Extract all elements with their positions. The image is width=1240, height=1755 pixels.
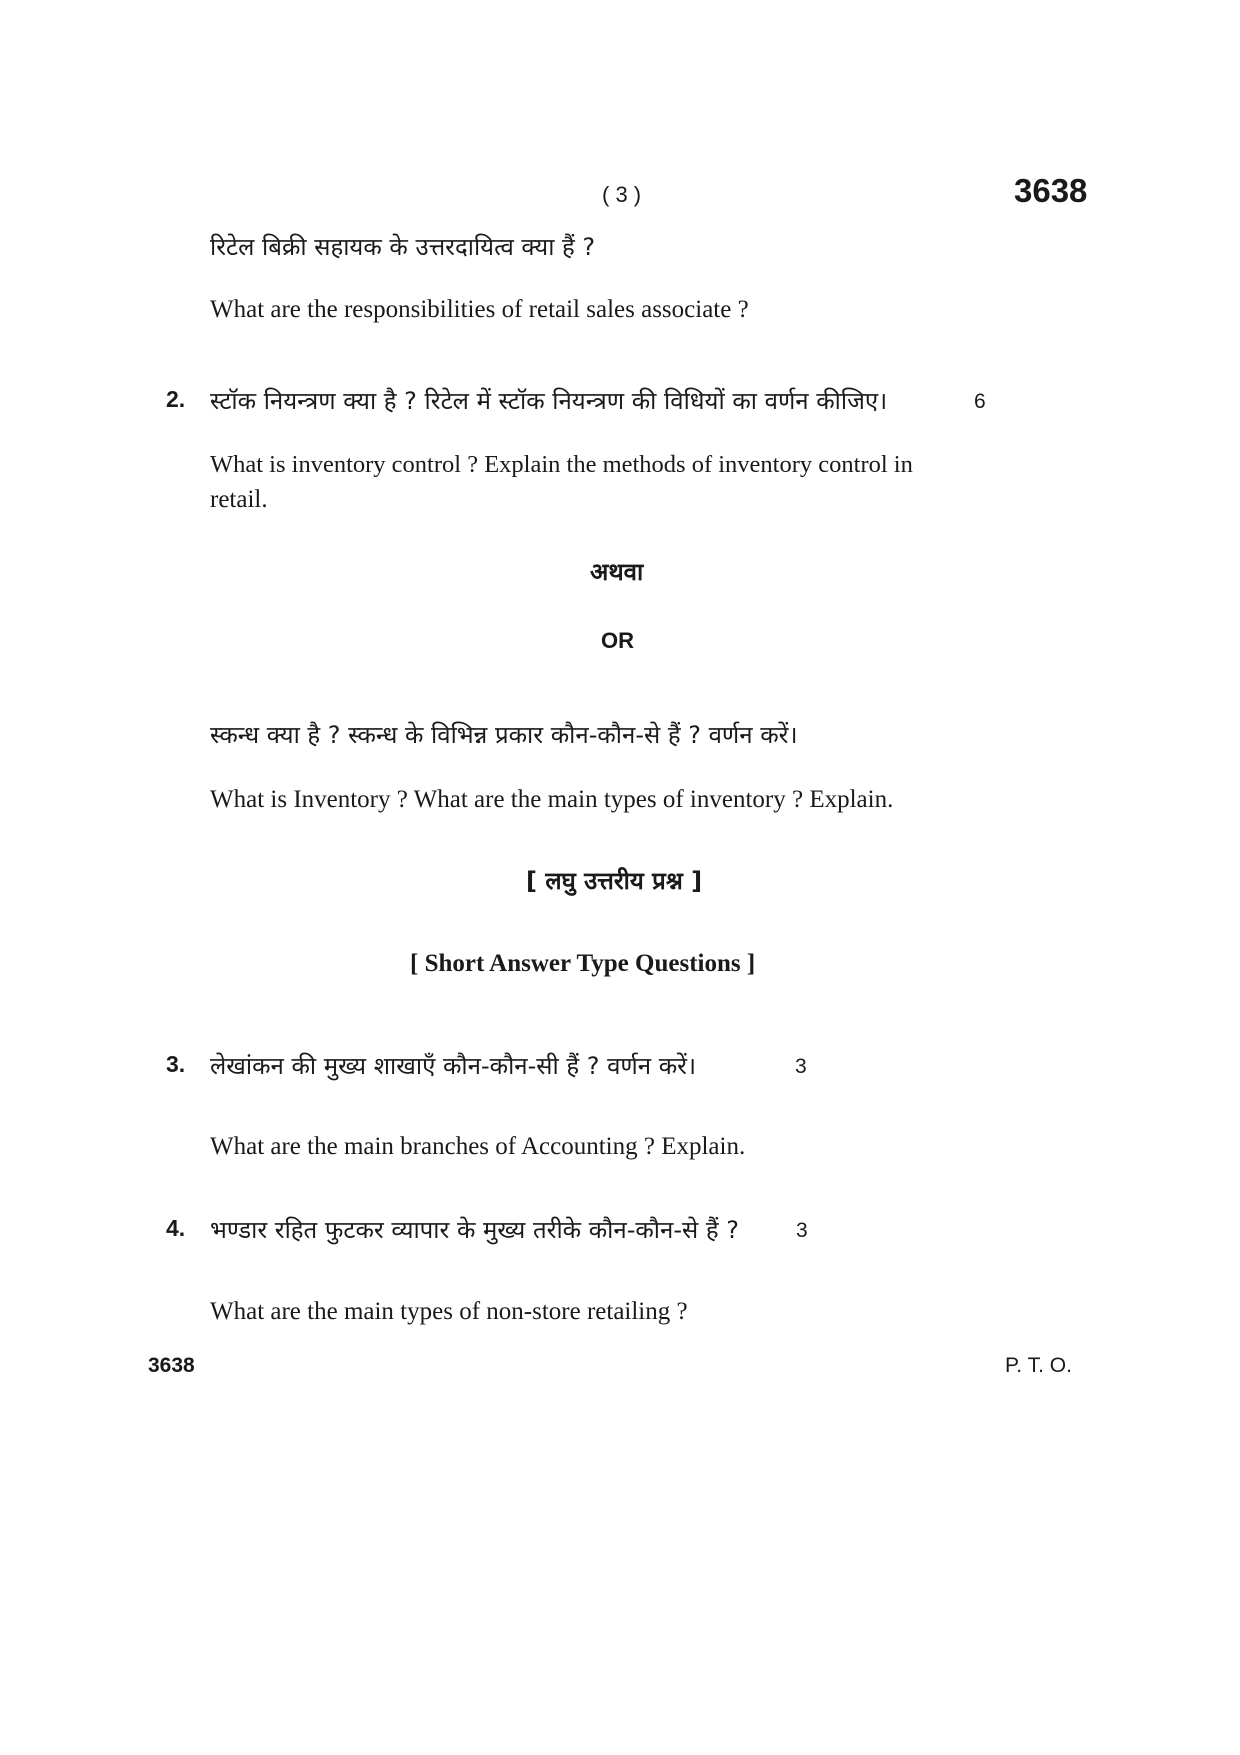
q2-hindi-text: स्टॉक नियन्त्रण क्या है ? रिटेल में स्टॉक नियन्त्रण की विधियों का वर्णन कीजिए।	[210, 387, 888, 415]
q2-english-line1: What is inventory control ? Explain the methods of inventory control in	[210, 451, 913, 478]
q3-marks: 3	[795, 1055, 807, 1078]
q2-alt-english-text: What is Inventory ? What are the main types of inventory ? Explain.	[210, 786, 894, 813]
q1-hindi-text: रिटेल बिक्री सहायक के उत्तरदायित्व क्या हैं ?	[210, 233, 596, 261]
q1-english-text: What are the responsibilities of retail sales associate ?	[210, 296, 749, 323]
or-english: OR	[601, 628, 634, 653]
q2-english-line2: retail.	[210, 486, 268, 513]
q2-number: 2.	[166, 386, 186, 412]
q2-marks: 6	[974, 390, 986, 413]
page-number: ( 3 )	[602, 182, 642, 207]
pto-text: P. T. O.	[1005, 1354, 1072, 1377]
q3-number: 3.	[166, 1051, 186, 1077]
section-heading-english: [ Short Answer Type Questions ]	[410, 950, 756, 977]
q4-marks: 3	[796, 1219, 808, 1242]
q3-hindi-text: लेखांकन की मुख्य शाखाएँ कौन-कौन-सी हैं ? वर्णन करें।	[210, 1052, 697, 1080]
paper-code-header: 3638	[1014, 172, 1088, 209]
paper-code-footer: 3638	[148, 1354, 195, 1377]
section-heading-hindi: [ लघु उत्तरीय प्रश्न ]	[526, 867, 703, 895]
q4-hindi-text: भण्डार रहित फुटकर व्यापार के मुख्य तरीके कौन-कौन-से हैं ?	[210, 1216, 739, 1244]
q3-english-text: What are the main branches of Accounting ? Explain.	[210, 1133, 746, 1160]
q2-alt-hindi-text: स्कन्ध क्या है ? स्कन्ध के विभिन्न प्रकार कौन-कौन-से हैं ? वर्णन करें।	[210, 721, 798, 749]
q4-english-text: What are the main types of non-store retailing ?	[210, 1298, 688, 1325]
or-hindi: अथवा	[590, 558, 644, 586]
q4-number: 4.	[166, 1215, 186, 1241]
